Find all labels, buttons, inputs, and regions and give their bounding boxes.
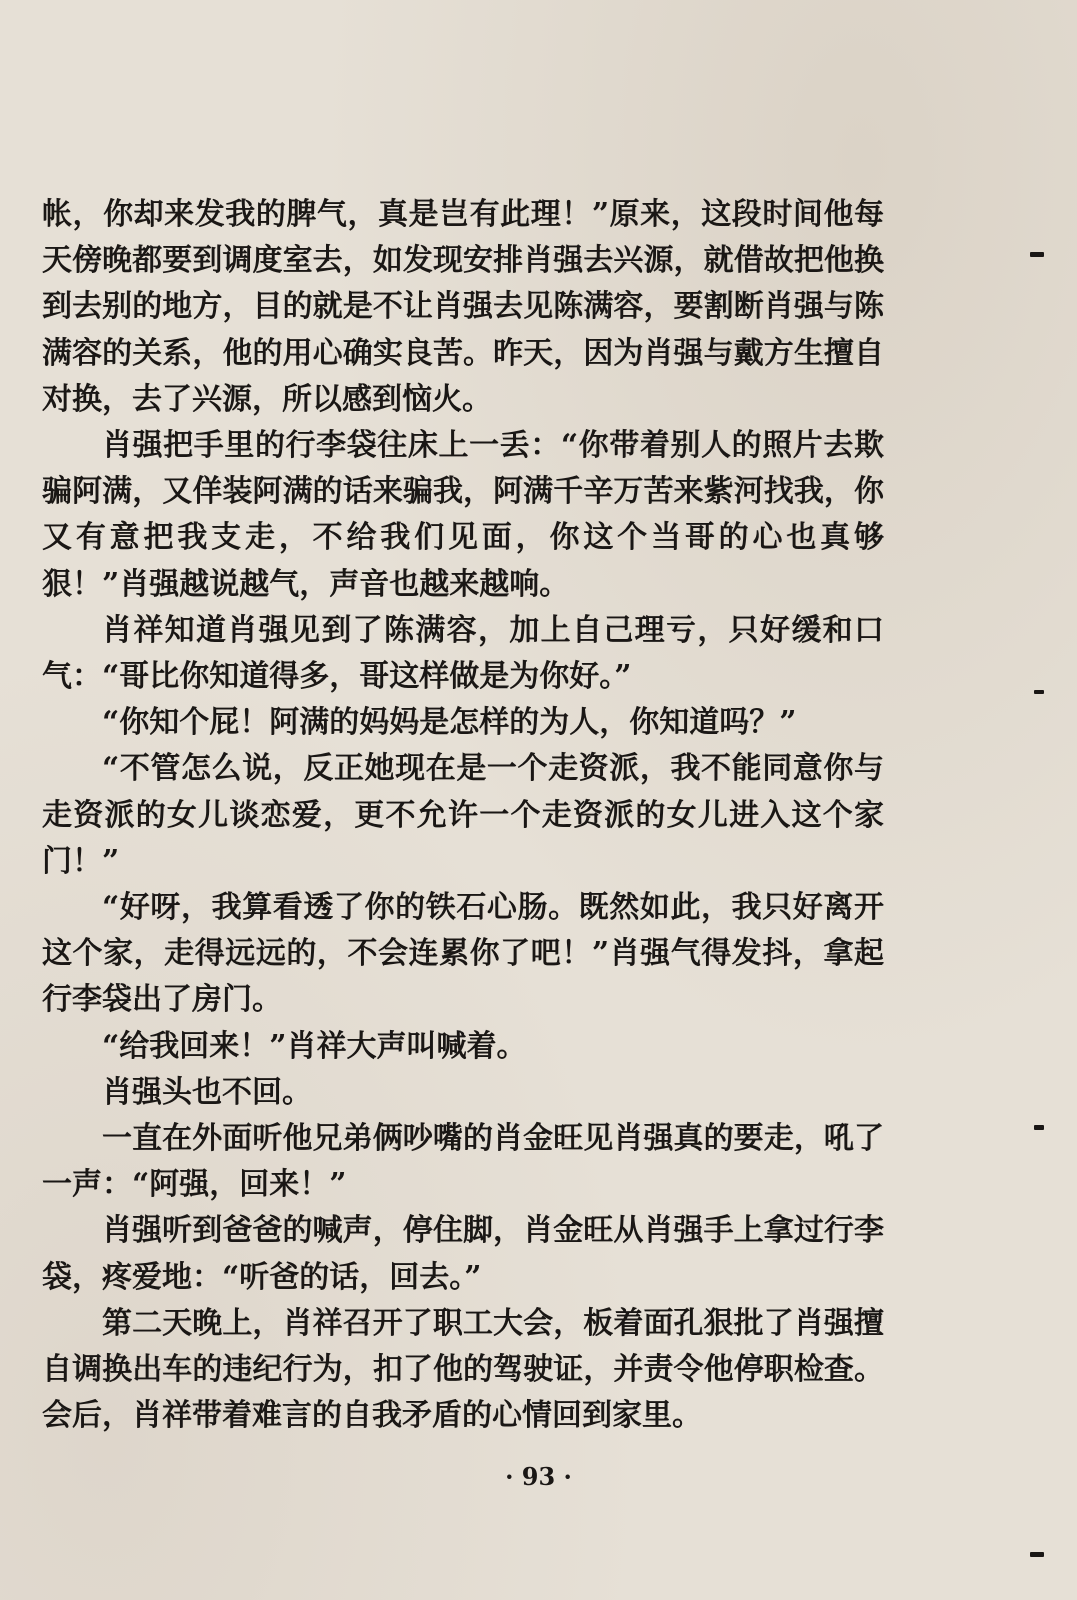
body-text [42, 192, 884, 1439]
paragraph-4: “你知个屁！阿满的妈妈是怎样的为人，你知道吗？” [102, 705, 797, 741]
paragraph-10: 肖强听到爸爸的喊声，停住脚，肖金旺从肖强手上拿过行李袋，疼爱地：“听爸的话，回去。” [42, 1213, 884, 1295]
paragraph-6: “好呀，我算看透了你的铁石心肠。既然如此，我只好离开这个家，走得远远的，不会连累你了吧！”肖强气得发抖，拿起行李袋出了房门。 [42, 890, 884, 1018]
paragraph-8: 肖强头也不回。 [102, 1074, 312, 1110]
scan-mark [1030, 252, 1044, 257]
paragraph-1: 帐，你却来发我的脾气，真是岂有此理！”原来，这段时间他每天傍晚都要到调度室去，如发现安排肖强去兴源，就借故把他换到去别的地方，目的就是不让肖强去见陈满容，要割断肖强与陈满容的关系，他的用心确实良苦。昨天，因为肖强与戴方生擅自对换，去了兴源，所以感到恼火。 [42, 197, 884, 417]
paragraph-5: “不管怎么说，反正她现在是一个走资派，我不能同意你与走资派的女儿谈恋爱，更不允许一个走资派的女儿进入这个家门！” [42, 751, 884, 879]
scan-mark [1034, 690, 1044, 694]
paragraph-3: 肖祥知道肖强见到了陈满容，加上自己理亏，只好缓和口气：“哥比你知道得多，哥这样做是为你好。” [42, 612, 884, 695]
scan-mark [1030, 1552, 1044, 1557]
paragraph-9: 一直在外面听他兄弟俩吵嘴的肖金旺见肖强真的要走，吼了一声：“阿强，回来！” [42, 1121, 884, 1203]
scan-mark [1034, 1125, 1044, 1130]
paragraph-7: “给我回来！”肖祥大声叫喊着。 [102, 1028, 527, 1064]
paragraph-2: 肖强把手里的行李袋往床上一丢：“你带着别人的照片去欺骗阿满，又佯装阿满的话来骗我，阿满千辛万苦来紫河找我，你又有意把我支走，不给我们见面，你这个当哥的心也真够狠！”肖强越说越气，声音也越来越响。 [42, 428, 884, 602]
page-number: · 93 · [505, 1462, 572, 1491]
paragraph-11: 第二天晚上，肖祥召开了职工大会，板着面孔狠批了肖强擅自调换出车的违纪行为，扣了他的驾驶证，并责令他停职检查。会后，肖祥带着难言的自我矛盾的心情回到家里。 [42, 1305, 884, 1434]
